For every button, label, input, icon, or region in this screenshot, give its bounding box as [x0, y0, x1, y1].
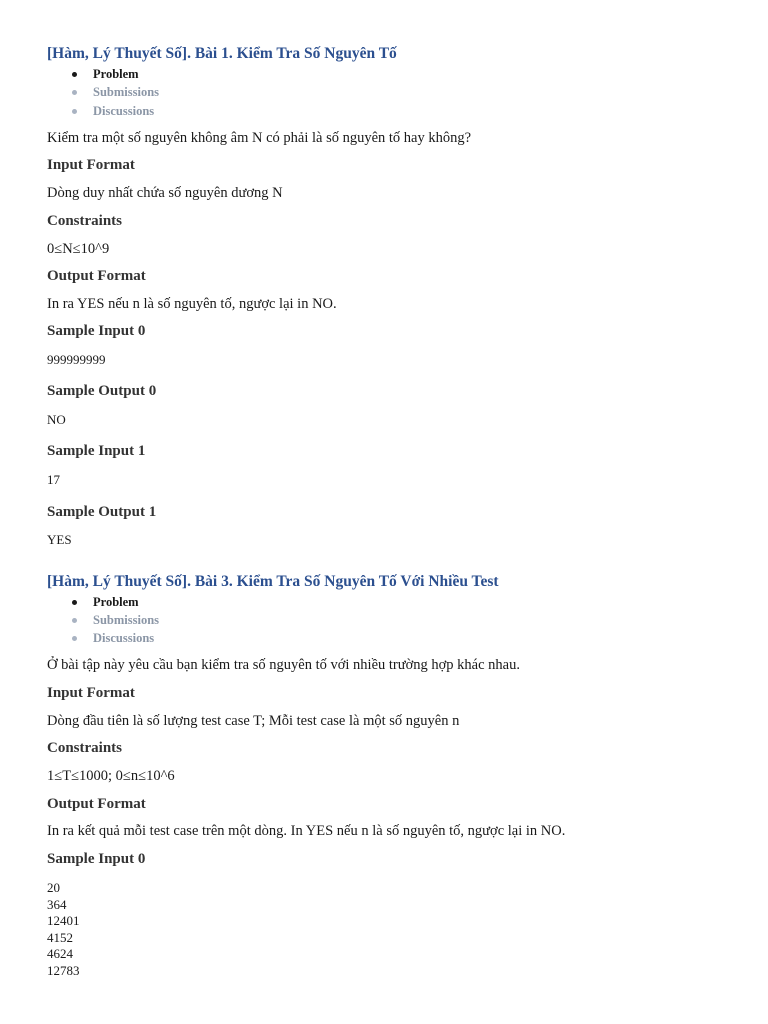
- input-format-text: Dòng duy nhất chứa số nguyên dương N: [47, 185, 283, 201]
- constraints-text: 0≤N≤10^9: [47, 241, 110, 257]
- bullet-icon: [72, 90, 77, 95]
- output-format-text: In ra kết quả mỗi test case trên một dòng. In YES nếu n là số nguyên tố, ngược lại in NO.: [47, 823, 566, 839]
- sample-input-1-value: 17: [47, 472, 60, 487]
- sample-output-0-value: NO: [47, 412, 66, 427]
- sample-line: 364: [47, 896, 67, 912]
- input-format-heading: Input Format: [47, 157, 135, 173]
- sample-line: 4624: [47, 946, 73, 961]
- problem-1-title[interactable]: [Hàm, Lý Thuyết Số]. Bài 1. Kiểm Tra Số Nguyên Tố: [47, 45, 397, 62]
- sample-line: 12783: [47, 962, 80, 978]
- constraints-text: 1≤T≤1000; 0≤n≤10^6: [47, 768, 175, 784]
- tab-problem[interactable]: Problem: [93, 595, 139, 609]
- sample-output-0-heading: Sample Output 0: [47, 383, 157, 399]
- bullet-icon: [72, 72, 77, 77]
- output-format-text: In ra YES nếu n là số nguyên tố, ngược lại in NO.: [47, 296, 337, 312]
- tab-submissions[interactable]: Submissions: [93, 613, 160, 627]
- problem-description: Ở bài tập này yêu cầu bạn kiểm tra số nguyên tố với nhiều trường hợp khác nhau.: [47, 657, 520, 673]
- problem-description: Kiểm tra một số nguyên không âm N có phải là số nguyên tố hay không?: [47, 130, 472, 146]
- sample-output-1-heading: Sample Output 1: [47, 504, 157, 520]
- sample-input-0-block: [47, 880, 80, 979]
- input-format-text: Dòng đầu tiên là số lượng test case T; Mỗi test case là một số nguyên n: [47, 713, 460, 729]
- sample-input-1-heading: Sample Input 1: [47, 443, 146, 459]
- constraints-heading: Constraints: [47, 213, 123, 229]
- bullet-icon: [72, 600, 77, 605]
- constraints-heading: Constraints: [47, 740, 123, 756]
- tab-problem[interactable]: Problem: [93, 67, 139, 81]
- sample-input-0-heading: Sample Input 0: [47, 323, 146, 339]
- output-format-heading: Output Format: [47, 268, 146, 284]
- bullet-icon: [72, 636, 77, 641]
- output-format-heading: Output Format: [47, 796, 146, 812]
- sample-line: 20: [47, 880, 60, 895]
- sample-input-0-heading: Sample Input 0: [47, 851, 146, 867]
- bullet-icon: [72, 109, 77, 114]
- bullet-icon: [72, 618, 77, 623]
- tab-discussions[interactable]: Discussions: [93, 104, 155, 118]
- sample-line: 4152: [47, 929, 73, 945]
- sample-output-1-value: YES: [47, 532, 72, 547]
- sample-line: 12401: [47, 913, 80, 928]
- tab-discussions[interactable]: Discussions: [93, 631, 155, 645]
- sample-input-0-value: 999999999: [47, 352, 106, 367]
- problem-3-title[interactable]: [Hàm, Lý Thuyết Số]. Bài 3. Kiểm Tra Số Nguyên Tố Với Nhiều Test: [47, 573, 499, 590]
- tab-submissions[interactable]: Submissions: [93, 85, 160, 99]
- input-format-heading: Input Format: [47, 685, 135, 701]
